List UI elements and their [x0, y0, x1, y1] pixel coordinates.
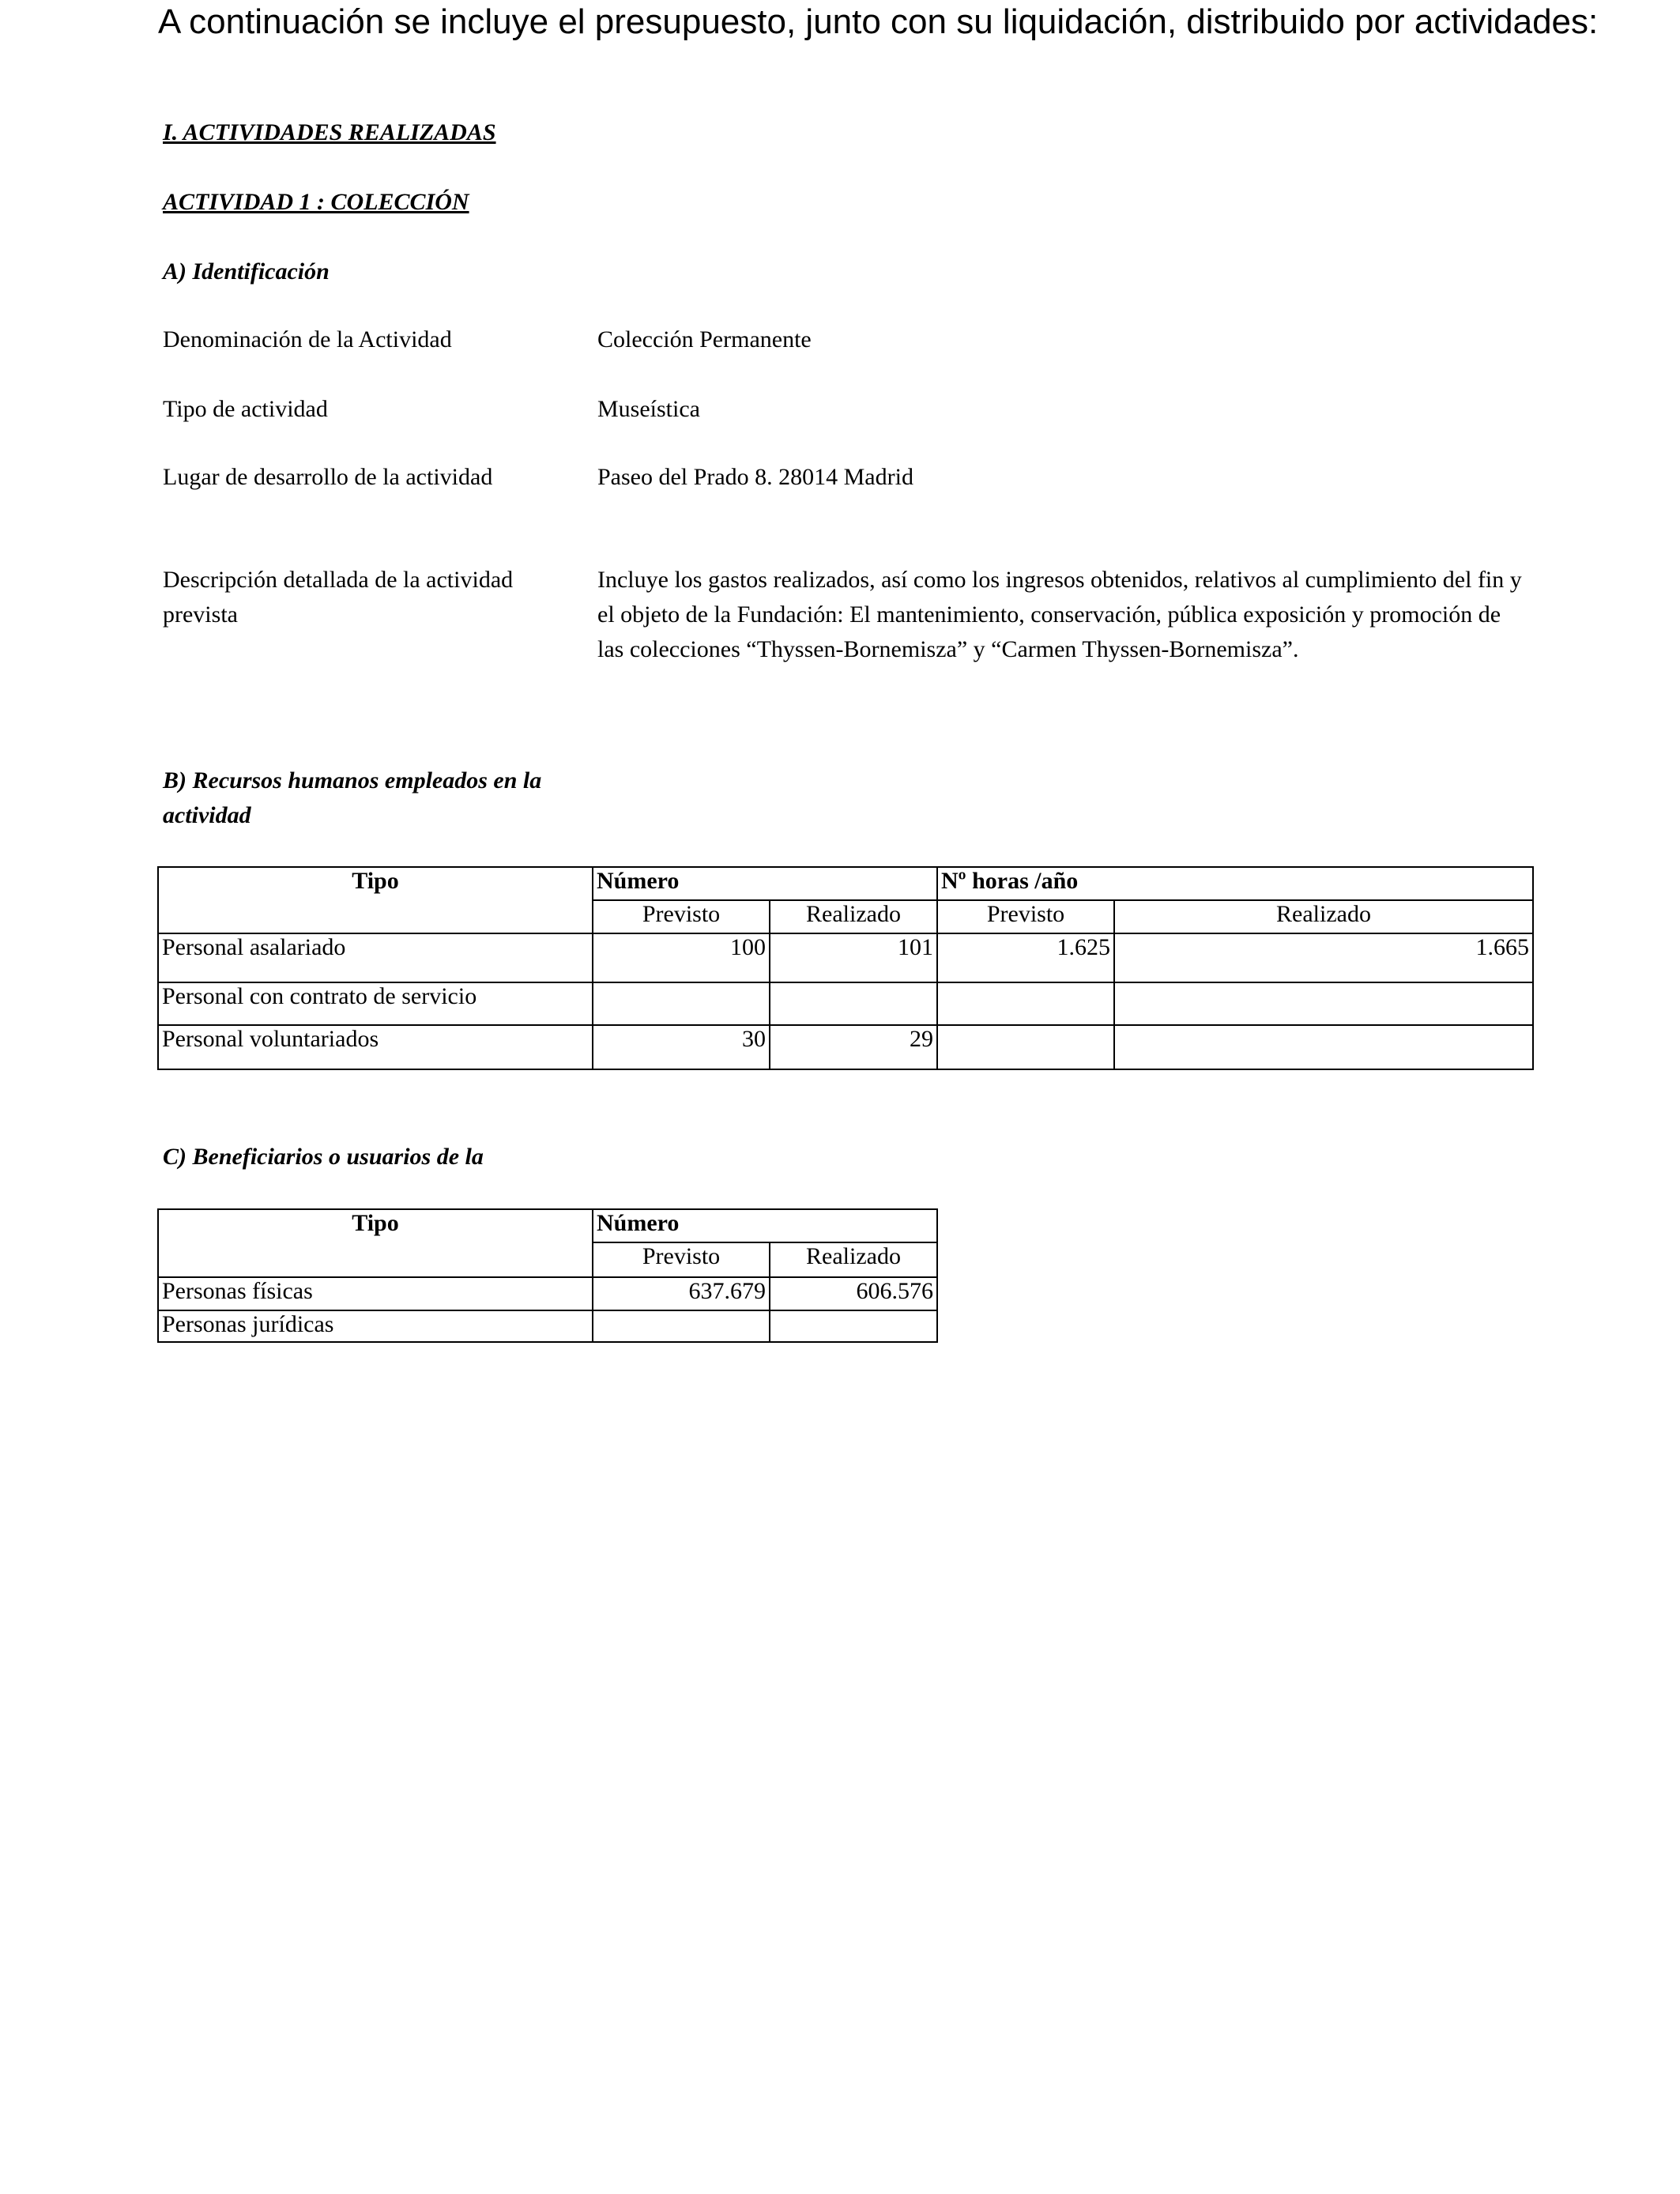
col-numero-header: Número [593, 867, 937, 900]
col-tipo-header: Tipo [158, 1209, 593, 1277]
col-tipo-header: Tipo [158, 867, 593, 933]
description-label: Descripción detallada de la actividad prevista [163, 567, 514, 628]
row-tipo: Personas jurídicas [158, 1310, 593, 1342]
cell-horas-realizado [1114, 982, 1533, 1025]
cell-horas-previsto: 1.625 [937, 933, 1114, 982]
cell-num-realizado: 29 [770, 1025, 937, 1069]
intro-text: A continuación se incluye el presupuesto, junto con su liquidación, distribuido por actividades: [158, 2, 1599, 41]
row-tipo: Personal voluntariados [158, 1025, 593, 1069]
beneficiaries-heading: C) Beneficiarios o usuarios de la [163, 1144, 484, 1170]
human-resources-heading: B) Recursos humanos empleados en la actividad [163, 767, 542, 828]
identification-value: Museística [597, 396, 700, 422]
activity-title: ACTIVIDAD 1 : COLECCIÓN [163, 189, 469, 215]
cell-num-previsto: 30 [593, 1025, 770, 1069]
subheader-realizado: Realizado [770, 900, 937, 933]
subheader-realizado: Realizado [1114, 900, 1533, 933]
cell-realizado [770, 1310, 937, 1342]
table-row [158, 982, 1533, 1025]
cell-num-realizado [770, 982, 937, 1025]
table-row [158, 1310, 937, 1342]
cell-num-previsto: 100 [593, 933, 770, 982]
cell-realizado: 606.576 [770, 1277, 937, 1310]
human-resources-table [157, 866, 1534, 1070]
cell-horas-realizado: 1.665 [1114, 933, 1533, 982]
beneficiaries-table [157, 1208, 938, 1343]
cell-num-realizado: 101 [770, 933, 937, 982]
col-horas-header: Nº horas /año [937, 867, 1533, 900]
row-tipo: Personal con contrato de servicio [158, 982, 593, 1025]
subheader-previsto: Previsto [937, 900, 1114, 933]
identification-heading: A) Identificación [163, 258, 330, 285]
identification-value: Colección Permanente [597, 326, 812, 352]
cell-horas-previsto [937, 982, 1114, 1025]
cell-previsto: 637.679 [593, 1277, 770, 1310]
row-tipo: Personal asalariado [158, 933, 593, 982]
description-value: Incluye los gastos realizados, así como los ingresos obtenidos, relativos al cumplimiento del fin y el objeto de la Fundación: El mantenimiento, conservación, pública exposición y promoción de las colecciones “Thyssen-Bornemisza” y “Carmen Thyssen-Bornemisza”. [597, 567, 1522, 662]
table-row [158, 1025, 1533, 1069]
identification-value: Paseo del Prado 8. 28014 Madrid [597, 464, 913, 490]
cell-previsto [593, 1310, 770, 1342]
subheader-previsto: Previsto [593, 1242, 770, 1277]
cell-horas-realizado [1114, 1025, 1533, 1069]
subheader-previsto: Previsto [593, 900, 770, 933]
subheader-realizado: Realizado [770, 1242, 937, 1277]
table-row [158, 1277, 937, 1310]
table-row [158, 933, 1533, 982]
identification-label: Tipo de actividad [163, 396, 328, 422]
col-numero-header: Número [593, 1209, 937, 1242]
identification-label: Denominación de la Actividad [163, 326, 452, 352]
cell-horas-previsto [937, 1025, 1114, 1069]
identification-label: Lugar de desarrollo de la actividad [163, 464, 493, 490]
row-tipo: Personas físicas [158, 1277, 593, 1310]
cell-num-previsto [593, 982, 770, 1025]
section-title: I. ACTIVIDADES REALIZADAS [163, 119, 496, 145]
